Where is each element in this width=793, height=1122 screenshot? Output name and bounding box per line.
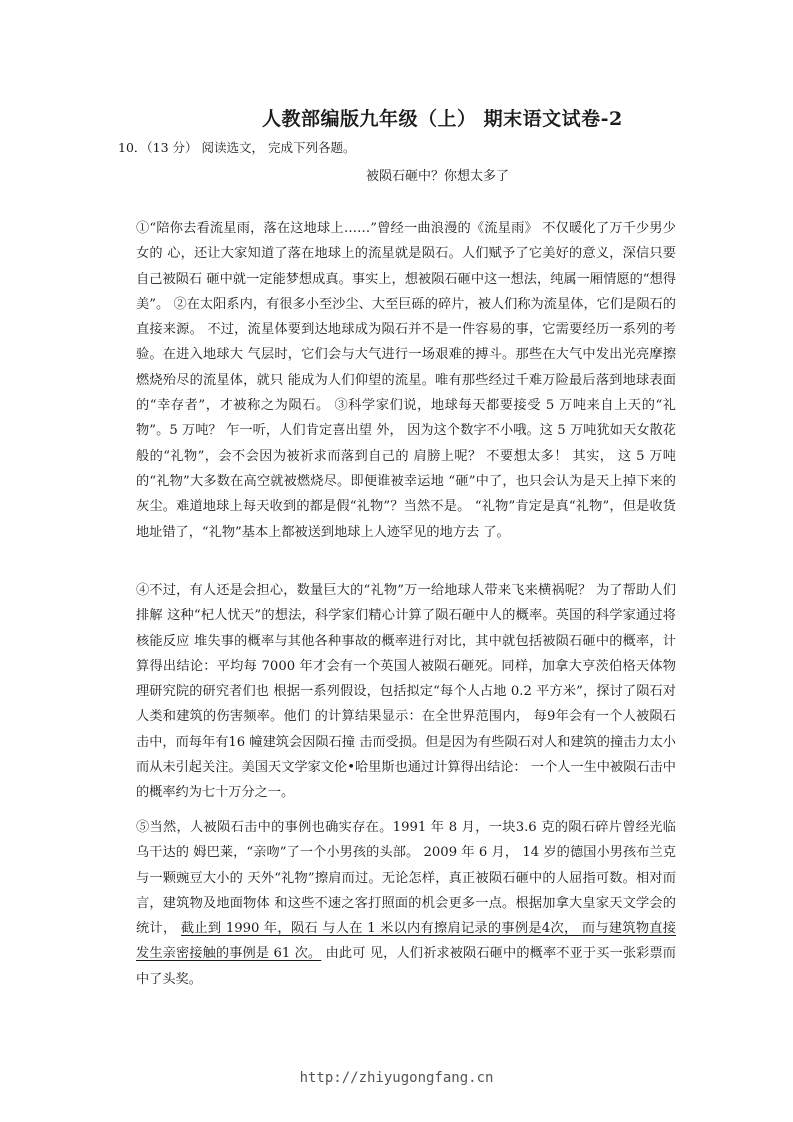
paragraph-5-underlined-text: 截止到 1990 年，陨石 与人在 1 米以内有擦肩记录的事例是4次， 而与建筑物直接发生亲密接触的事例是 61 次。 (136, 921, 676, 962)
page-title: 人教部编版九年级（上） 期末语文试卷-2 (262, 108, 623, 130)
question-header: 10．（13 分） 阅读选文， 完成下列各题。 (118, 140, 356, 155)
paragraph-5 (136, 815, 676, 992)
paragraph-1-3: ①“陪你去看流星雨，落在这地球上……”曾经一曲浪漫的《流星雨》 不仅暖化了万千少男少女的 心，还让大家知道了落在地球上的流星就是陨石。人们赋予了它美好的意义，深信只要自己被陨石 砸中就一定能梦想成真。事实上，想被陨石砸中这一想法，纯属一厢情愿的“想得美”。 ②在太阳系内，有很多小至沙尘、大至巨砾的碎片，被人们称为流星体，它们是陨石的直接来源。 不过，流星体要到达地球成为陨石并不是一件容易的事，它需要经历一系列的考验。在进入地球大 气层时，它们会与大气进行一场艰难的搏斗。那些在大气中发出光亮摩擦燃烧殆尽的流星体，就只 能成为人们仰望的流星。唯有那些经过千难万险最后落到地球表面的“幸存者”，才被称之为陨石。 ③科学家们说，地球每天都要接受 5 万吨来自上天的“礼物”。5 万吨？ 乍一听，人们肯定喜出望 外， 因为这个数字不小哦。这 5 万吨犹如天女散花般的“礼物”，会不会因为被祈求而落到自己的 肩膀上呢？ 不要想太多！ 其实， 这 5 万吨的“礼物”大多数在高空就被燃烧尽。即便谁被幸运地 “砸”中了，也只会认为是天上掉下来的灰尘。难道地球上每天收到的都是假“礼物”？当然不是。 “礼物”肯定是真“礼物”，但是收货地址错了，“礼物”基本上都被送到地球上人迹罕见的地方去 了。 (136, 221, 676, 540)
essay-title: 被陨石砸中？你想太多了 (366, 169, 510, 184)
footer-url: http://zhiyugongfang.cn (299, 1070, 494, 1086)
paragraph-5-text-after: 由此可 见，人们祈求被陨石砸中的概率不亚于买一张彩票而中了头奖。 (136, 946, 676, 987)
paragraph-4: ④不过，有人还是会担心，数量巨大的“礼物”万一给地球人带来飞来横祸呢？ 为了帮助人们排解 这种“杞人忧天”的想法，科学家们精心计算了陨石砸中人的概率。英国的科学家通过将核能反应 堆失事的概率与其他各种事故的概率进行对比，其中就包括被陨石砸中的概率，计算得出结论：平均每 7000 年才会有一个英国人被陨石砸死。同样，加拿大亨茨伯格天体物理研究院的研究者们也 根据一系列假设，包括拟定“每个人占地 0.2 平方米”，探讨了陨石对人类和建筑的伤害频率。他们 的计算结果显示：在全世界范围内， 每9年会有一个人被陨石击中，而每年有16 幢建筑会因陨石撞 击而受损。但是因为有些陨石对人和建筑的撞击力太小而从未引起关注。美国天文学家文伦•哈里斯也通过计算得出结论： 一个人一生中被陨石击中的概率约为七十万分之一。 (136, 583, 676, 801)
paragraph-5-text-before: ⑤当然，人被陨石击中的事例也确实存在。1991 年 8 月，一块3.6 克的陨石碎片曾经光临乌干达的 姆巴莱，“亲吻”了一个小男孩的头部。 2009 年 6 月， 14 岁的德国小男孩布兰克与一颗豌豆大小的 天外“礼物”擦肩而过。无论怎样，真正被陨石砸中的人屈指可数。相对而言，建筑物及地面物体 和这些不速之客打照面的机会更多一点。根据加拿大皇家天文学会的统计， (136, 820, 676, 937)
